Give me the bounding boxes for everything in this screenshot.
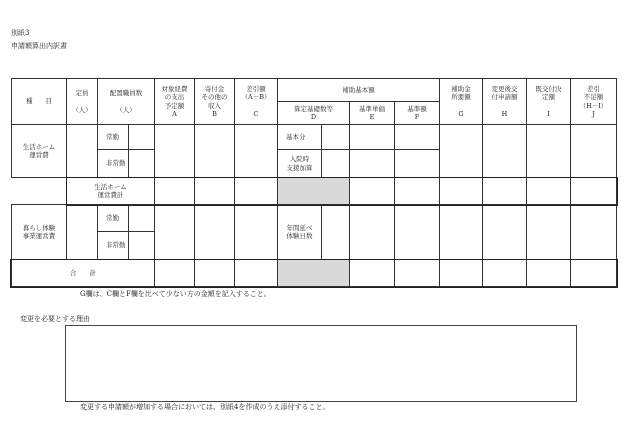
cell-e-total[interactable] xyxy=(350,260,395,287)
header-donation: 寄付金 その他の 収入 B xyxy=(195,79,235,125)
cell-c-group-home[interactable] xyxy=(235,125,278,178)
spacer xyxy=(12,178,67,205)
cell-g-subtotal[interactable] xyxy=(440,178,483,205)
header-diff: 差引額 （A－B） C xyxy=(235,79,278,125)
cell-trial-part-count[interactable] xyxy=(129,232,155,260)
cell-e-base[interactable] xyxy=(350,125,395,150)
header-target-expense: 対象経費 の支出 予定額 A xyxy=(155,79,195,125)
cell-i-group-home[interactable] xyxy=(527,125,571,178)
cell-c-total[interactable] xyxy=(235,260,278,287)
cell-trial-full-count[interactable] xyxy=(129,205,155,232)
cell-j-group-home[interactable] xyxy=(571,125,617,178)
cell-f-total[interactable] xyxy=(395,260,440,287)
reason-textarea[interactable] xyxy=(65,325,577,402)
cell-e-hospital[interactable] xyxy=(350,150,395,178)
cell-h-group-home[interactable] xyxy=(483,125,527,178)
cell-d-base[interactable] xyxy=(322,125,350,150)
cell-c-subtotal[interactable] xyxy=(235,178,278,205)
shaded-d-total xyxy=(278,260,350,287)
row-part-time: 非常勤 xyxy=(98,150,129,178)
header-shortfall: 差引 不足額 （H－I） J xyxy=(571,79,617,125)
cell-capacity-trial[interactable] xyxy=(67,205,98,260)
cell-g-total[interactable] xyxy=(440,260,483,287)
row-hospital-support: 入院時 支援加算 xyxy=(278,150,322,178)
form-title: 申請額算出内訳書 xyxy=(11,42,67,50)
cell-b-group-home[interactable] xyxy=(195,125,235,178)
cell-f-subtotal[interactable] xyxy=(395,178,440,205)
header-decided: 既交付決 定額 I xyxy=(527,79,571,125)
header-capacity: 定員 （人） xyxy=(67,79,98,125)
cell-d-hospital[interactable] xyxy=(322,150,350,178)
cell-b-subtotal[interactable] xyxy=(195,178,235,205)
shaded-d-subtotal xyxy=(278,178,350,205)
header-base-unit-price: 基準単価 E xyxy=(350,102,395,125)
reason-label: 変更を必要とする理由 xyxy=(20,315,90,323)
cell-g-trial[interactable] xyxy=(440,205,483,260)
cell-a-group-home[interactable] xyxy=(155,125,195,178)
cell-a-total[interactable] xyxy=(155,260,195,287)
cell-e-trial[interactable] xyxy=(350,205,395,260)
cell-h-total[interactable] xyxy=(483,260,527,287)
row-trial-part: 非常勤 xyxy=(98,232,129,260)
cell-j-subtotal[interactable] xyxy=(571,178,617,205)
cell-i-total[interactable] xyxy=(527,260,571,287)
cell-j-trial[interactable] xyxy=(571,205,617,260)
cell-h-trial[interactable] xyxy=(483,205,527,260)
cell-part-time-count[interactable] xyxy=(129,150,155,178)
form-number: 別紙3 xyxy=(11,29,30,37)
header-changed: 変更後交 付申請額 H xyxy=(483,79,527,125)
cell-full-time-count[interactable] xyxy=(129,125,155,150)
row-trial: 暮らし体験 事業運営費 xyxy=(12,205,67,260)
cell-i-trial[interactable] xyxy=(527,205,571,260)
cell-b-total[interactable] xyxy=(195,260,235,287)
cell-i-subtotal[interactable] xyxy=(527,178,571,205)
row-grand-total: 合 計 xyxy=(12,260,155,287)
cell-j-total[interactable] xyxy=(571,260,617,287)
cell-a-trial[interactable] xyxy=(155,205,195,260)
row-annual-days: 年間延べ 体験日数 xyxy=(278,205,322,260)
row-group-home-total: 生活ホーム 運営費計 xyxy=(67,178,155,205)
cell-f-trial[interactable] xyxy=(395,205,440,260)
cell-d-trial[interactable] xyxy=(322,205,350,260)
header-subsidy-base: 補助基本額 xyxy=(278,79,440,102)
header-required: 補助金 所要額 G xyxy=(440,79,483,125)
cell-capacity-group-home[interactable] xyxy=(67,125,98,178)
cell-c-trial[interactable] xyxy=(235,205,278,260)
row-full-time: 常勤 xyxy=(98,125,129,150)
row-trial-full: 常勤 xyxy=(98,205,129,232)
row-base-portion: 基本分 xyxy=(278,125,322,150)
cell-a-subtotal[interactable] xyxy=(155,178,195,205)
header-calc-base: 算定基礎数等 D xyxy=(278,102,350,125)
cell-e-subtotal[interactable] xyxy=(350,178,395,205)
header-base-amount: 基準額 F xyxy=(395,102,440,125)
footer-note: 変更する申請額が増加する場合においては、別紙4を作成のうえ添付すること。 xyxy=(80,403,330,411)
g-note: G欄は、C欄とF欄を比べて少ない方の金額を記入すること。 xyxy=(80,290,271,298)
row-group-home: 生活ホーム 運営費 xyxy=(12,125,67,178)
cell-g-group-home[interactable] xyxy=(440,125,483,178)
cell-f-hospital[interactable] xyxy=(395,150,440,178)
cell-f-base[interactable] xyxy=(395,125,440,150)
header-item: 種 目 xyxy=(12,79,67,125)
cell-b-trial[interactable] xyxy=(195,205,235,260)
cell-h-subtotal[interactable] xyxy=(483,178,527,205)
header-assigned-staff: 配置職員数 （人） xyxy=(98,79,155,125)
calculation-table xyxy=(11,78,617,287)
